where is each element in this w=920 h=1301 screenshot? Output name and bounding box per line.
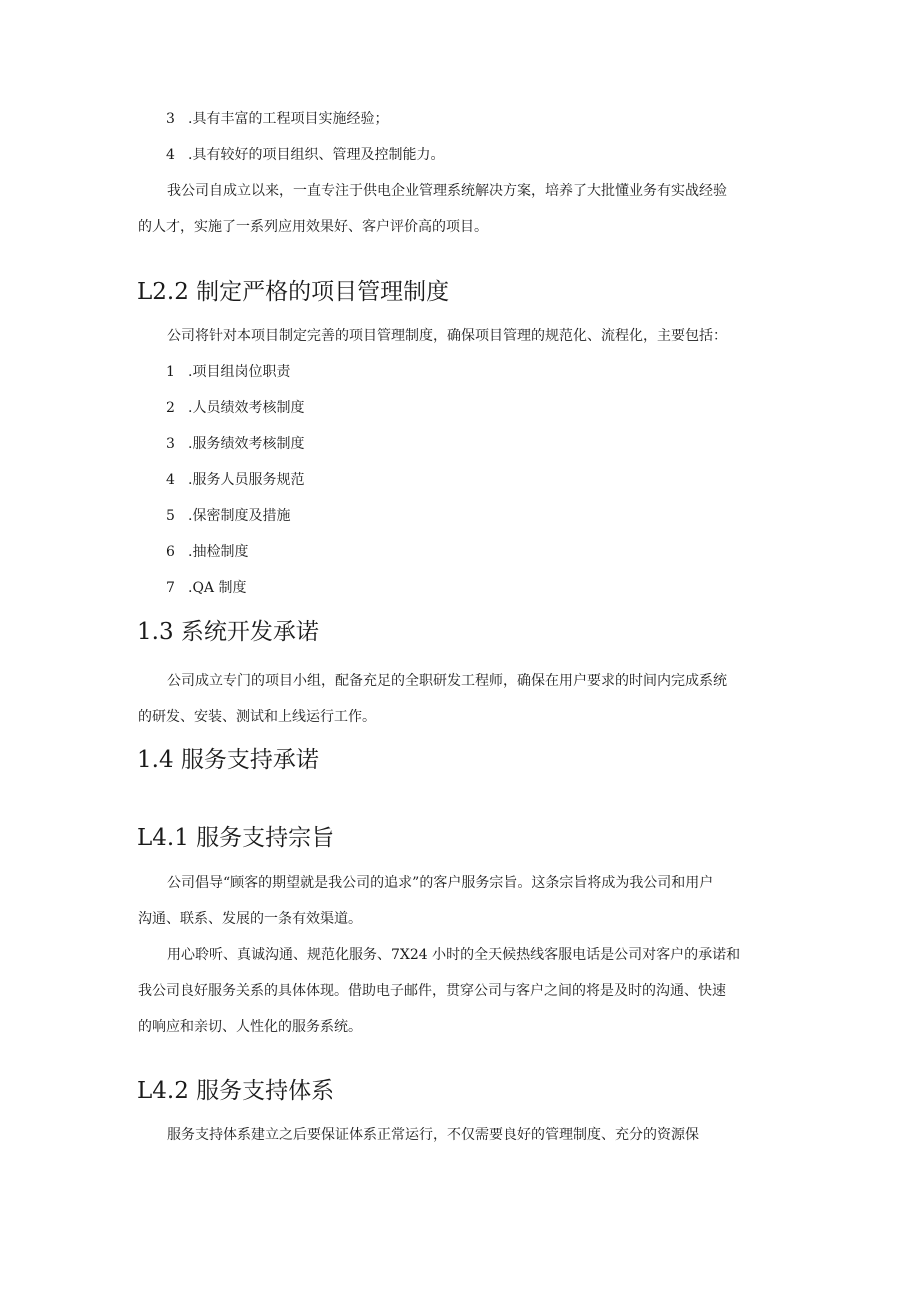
intro-paragraph-line: 的人才，实施了一系列应用效果好、客户评价高的项目。 <box>138 219 488 235</box>
list-item-text: .项目组岗位职责 <box>188 364 291 380</box>
list-item <box>166 362 290 382</box>
list-item-text: .人员绩效考核制度 <box>188 400 305 416</box>
list-item-text: .服务绩效考核制度 <box>188 436 305 452</box>
list-item-number: 5 <box>166 508 175 524</box>
list-item-number: 6 <box>166 544 175 560</box>
list-item-number: 3 <box>166 436 175 452</box>
list-item-number: 4 <box>166 147 175 163</box>
list-item-number: 2 <box>166 400 175 416</box>
section-heading-1-4-1: L4.1 服务支持宗旨 <box>137 825 335 851</box>
list-item-number: 3 <box>166 111 175 127</box>
section-1-4-1-paragraph-line: 我公司良好服务关系的具体体现。借助电子邮件，贯穿公司与客户之间的将是及时的沟通、快速 <box>138 983 726 999</box>
section-heading-1-2-2: L2.2 制定严格的项目管理制度 <box>137 279 450 305</box>
section-heading-1-3: 1.3 系统开发承诺 <box>137 619 319 645</box>
list-item <box>166 506 290 526</box>
list-item-number: 7 <box>166 580 175 596</box>
intro-paragraph-line: 我公司自成立以来，一直专注于供电企业管理系统解决方案，培养了大批懂业务有实战经验 <box>167 183 727 199</box>
section-1-3-paragraph-line: 公司成立专门的项目小组，配备充足的全职研发工程师，确保在用户要求的时间内完成系统 <box>167 673 727 689</box>
list-item-number: 1 <box>166 364 175 380</box>
list-item <box>166 109 388 129</box>
section-1-3-paragraph-line: 的研发、安装、测试和上线运行工作。 <box>138 709 376 725</box>
section-heading-1-4: 1.4 服务支持承诺 <box>137 747 319 773</box>
list-item-text: .QA 制度 <box>188 580 247 596</box>
list-item <box>166 542 248 562</box>
list-item <box>166 145 444 165</box>
list-item-text: .保密制度及措施 <box>188 508 291 524</box>
list-item <box>166 578 247 598</box>
section-1-4-1-paragraph-line: 沟通、联系、发展的一条有效渠道。 <box>138 911 362 927</box>
list-item <box>166 470 304 490</box>
list-item <box>166 398 304 418</box>
list-item <box>166 434 304 454</box>
section-1-4-1-paragraph-line: 用心聆听、真诚沟通、规范化服务、7X24 小时的全天候热线客服电话是公司对客户的承诺和 <box>167 947 741 963</box>
section-1-4-2-paragraph-line: 服务支持体系建立之后要保证体系正常运行，不仅需要良好的管理制度、充分的资源保 <box>167 1127 699 1143</box>
section-1-2-2-intro: 公司将针对本项目制定完善的项目管理制度，确保项目管理的规范化、流程化，主要包括： <box>167 328 727 344</box>
list-item-number: 4 <box>166 472 175 488</box>
list-item-text: .具有丰富的工程项目实施经验； <box>188 111 389 127</box>
section-heading-1-4-2: L4.2 服务支持体系 <box>137 1078 335 1104</box>
section-1-4-1-paragraph-line: 的响应和亲切、人性化的服务系统。 <box>138 1019 362 1035</box>
list-item-text: .具有较好的项目组织、管理及控制能力。 <box>188 147 445 163</box>
section-1-4-1-paragraph-line: 公司倡导“顾客的期望就是我公司的追求”的客户服务宗旨。这条宗旨将成为我公司和用户 <box>167 875 714 891</box>
list-item-text: .服务人员服务规范 <box>188 472 305 488</box>
list-item-text: .抽检制度 <box>188 544 249 560</box>
